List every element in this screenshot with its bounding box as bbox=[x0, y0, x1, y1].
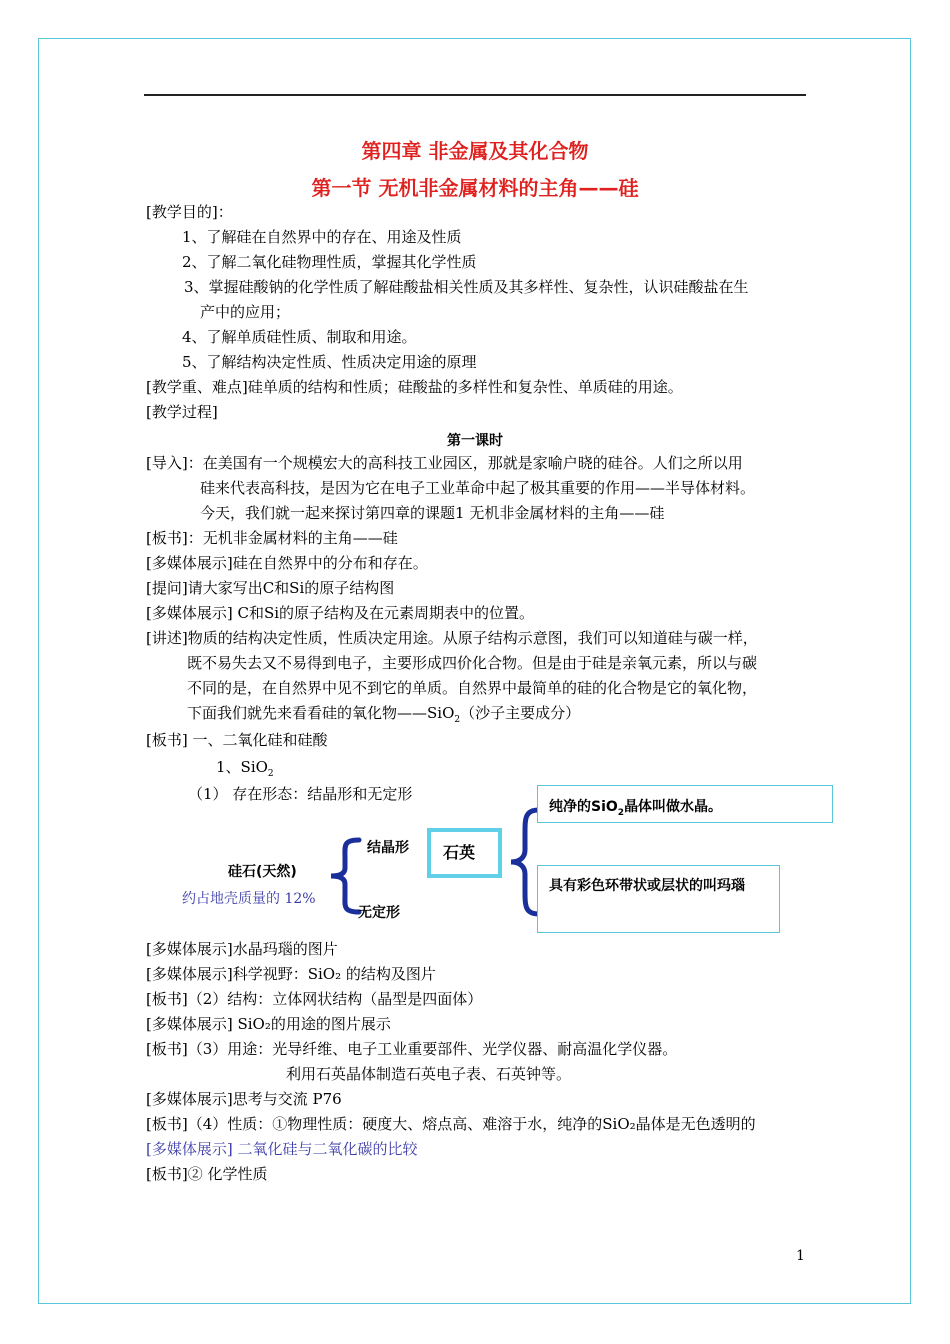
goal-5: 5、了解结构决定性质、性质决定用途的原理 bbox=[182, 353, 477, 371]
lesson-title: 第一课时 bbox=[447, 433, 503, 449]
question: [提问]请大家写出C和Si的原子结构图 bbox=[146, 579, 395, 597]
lecture-line-2: 既不易失去又不易得到电子，主要形成四价化合物。但是由于硅是亲氧元素，所以与碳 bbox=[187, 654, 758, 672]
goal-2: 2、了解二氧化硅物理性质，掌握其化学性质 bbox=[182, 253, 477, 271]
goal-4: 4、了解单质硅性质、制取和用途。 bbox=[182, 328, 417, 346]
goal-3-cont: 产中的应用； bbox=[200, 303, 291, 321]
media-5: [多媒体展示] SiO₂的用途的图片展示 bbox=[146, 1015, 391, 1033]
media-3: [多媒体展示]水晶玛瑙的图片 bbox=[146, 940, 338, 958]
intro-line-3: 今天，我们就一起来探讨第四章的课题1 无机非金属材料的主角——硅 bbox=[200, 504, 665, 522]
process-header: [教学过程] bbox=[146, 403, 218, 421]
media-6: [多媒体展示]思考与交流 P76 bbox=[146, 1090, 342, 1108]
exist-form: （1） 存在形态：结晶形和无定形 bbox=[188, 785, 413, 803]
intro-line-1: [导入]：在美国有一个规模宏大的高科技工业园区，那就是家喻户晓的硅谷。人们之所以用 bbox=[146, 454, 743, 472]
board-2: [板书] 一、二氧化硅和硅酸 bbox=[146, 731, 328, 749]
key-points: [教学重、难点]硅单质的结构和性质；硅酸盐的多样性和复杂性、单质硅的用途。 bbox=[146, 378, 683, 396]
lecture-line-4: 下面我们就先来看看硅的氧化物——SiO$_2$（沙子主要成分） bbox=[187, 704, 581, 725]
agate-box: 具有彩色环带状或层状的叫玛瑙 bbox=[537, 865, 780, 933]
lecture-line-3: 不同的是，在自然界中见不到它的单质。自然界中最简单的硅的化合物是它的氧化物， bbox=[187, 679, 758, 697]
media-2: [多媒体展示] C和Si的原子结构及在元素周期表中的位置。 bbox=[146, 604, 535, 622]
section-title: 第一节 无机非金属材料的主角——硅 bbox=[311, 176, 639, 200]
media-1: [多媒体展示]硅在自然界中的分布和存在。 bbox=[146, 554, 428, 572]
goal-1: 1、了解硅在自然界中的存在、用途及性质 bbox=[182, 228, 462, 246]
lecture-line-1: [讲述]物质的结构决定性质，性质决定用途。从原子结构示意图，我们可以知道硅与碳一样， bbox=[146, 629, 758, 647]
board-3: [板书]（2）结构：立体网状结构（晶型是四面体） bbox=[146, 990, 483, 1008]
board-5: [板书]（4）性质：①物理性质：硬度大、熔点高、难溶于水，纯净的SiO₂晶体是无色透明的 bbox=[146, 1115, 756, 1133]
board-4: [板书]（3）用途：光导纤维、电子工业重要部件、光学仪器、耐高温化学仪器。 bbox=[146, 1040, 678, 1058]
intro-line-2: 硅来代表高科技，是因为它在电子工业革命中起了极其重要的作用——半导体材料。 bbox=[200, 479, 756, 497]
header-rule bbox=[144, 94, 806, 96]
media-4: [多媒体展示]科学视野：SiO₂ 的结构及图片 bbox=[146, 965, 436, 983]
amorphous-label: 无定形 bbox=[358, 905, 400, 921]
board-6: [板书]② 化学性质 bbox=[146, 1165, 268, 1183]
chapter-title: 第四章 非金属及其化合物 bbox=[361, 139, 589, 163]
board-1: [板书]：无机非金属材料的主角——硅 bbox=[146, 529, 398, 547]
crystal-box: 纯净的SiO$_2$晶体叫做水晶。 bbox=[537, 785, 833, 823]
goal-3: 3、掌握硅酸钠的化学性质了解硅酸盐相关性质及其多样性、复杂性，认识硅酸盐在生 bbox=[184, 278, 749, 296]
crystalline-label: 结晶形 bbox=[367, 840, 409, 856]
sio2-heading: 1、SiO$_2$ bbox=[216, 758, 274, 779]
quartz-box: 石英 bbox=[427, 828, 502, 878]
board-4-cont: 利用石英晶体制造石英电子表、石英钟等。 bbox=[286, 1065, 572, 1083]
media-7: [多媒体展示] 二氧化硅与二氧化碳的比较 bbox=[146, 1140, 418, 1158]
crust-share-label: 约占地壳质量的 12% bbox=[182, 891, 316, 907]
goals-header: [教学目的]： bbox=[146, 203, 233, 221]
silica-stone-label: 硅石(天然) bbox=[228, 864, 297, 880]
page-number: 1 bbox=[796, 1248, 805, 1264]
